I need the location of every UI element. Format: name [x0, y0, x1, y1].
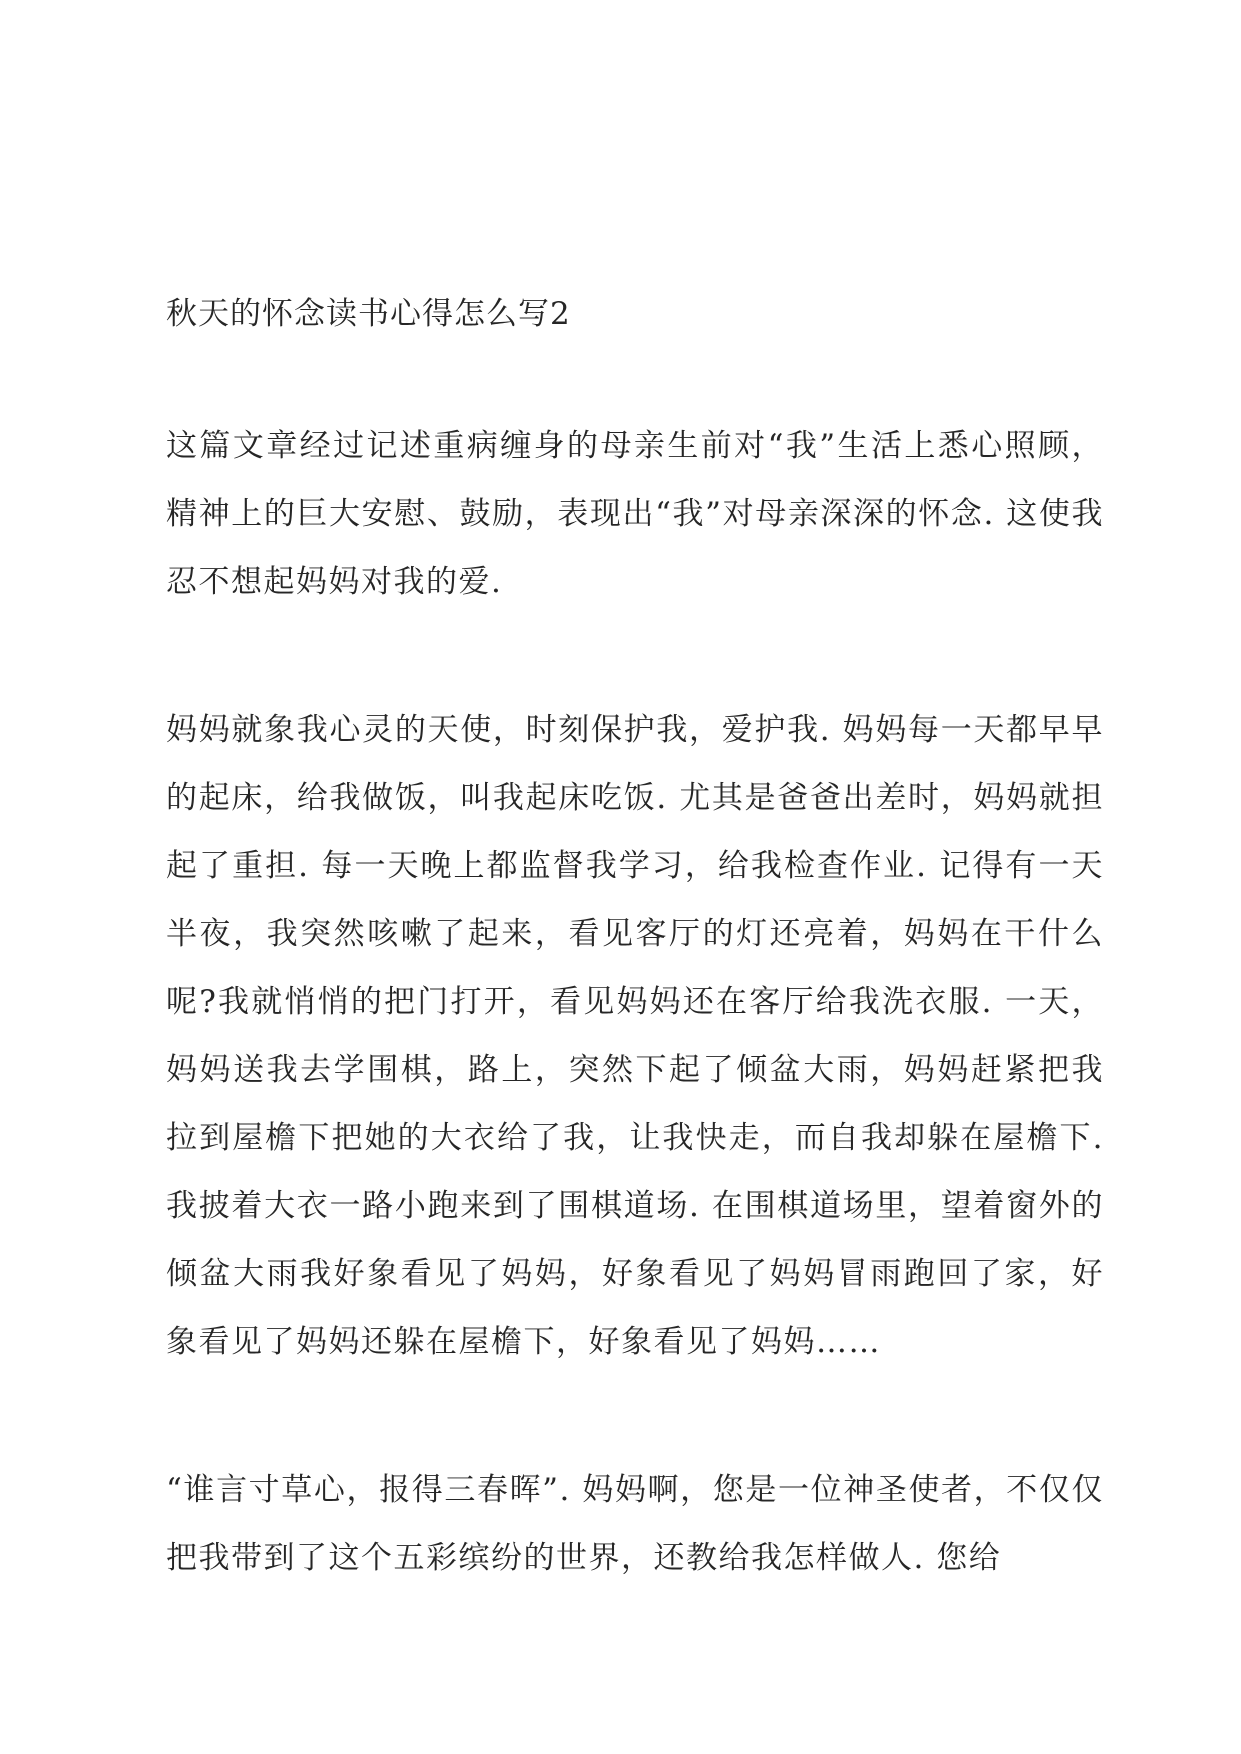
- paragraph-intro: 这篇文章经过记述重病缠身的母亲生前对“我”生活上悉心照顾，精神上的巨大安慰、鼓励，表现出“我”对母亲深深的怀念. 这使我忍不想起妈妈对我的爱.: [166, 428, 1104, 600]
- paragraph-conclusion: “谁言寸草心，报得三春晖”. 妈妈啊，您是一位神圣使者，不仅仅把我带到了这个五彩缤纷的世界，还教给我怎样做人. 您给: [166, 1472, 1104, 1576]
- document-title: 秋天的怀念读书心得怎么写2: [166, 296, 571, 332]
- paragraph-memories: 妈妈就象我心灵的天使，时刻保护我，爱护我. 妈妈每一天都早早的起床，给我做饭，叫我起床吃饭. 尤其是爸爸出差时，妈妈就担起了重担. 每一天晚上都监督我学习，给我检查作业. 记得有一天半夜，我突然咳嗽了起来，看见客厅的灯还亮着，妈妈在干什么呢?我就悄悄的把门打开，看见妈妈还在客厅给我洗衣服. 一天，妈妈送我去学围棋，路上，突然下起了倾盆大雨，妈妈赶紧把我拉到屋檐下把她的大衣给了我，让我快走，而自我却躲在屋檐下. 我披着大衣一路小跑来到了围棋道场. 在围棋道场里，望着窗外的倾盆大雨我好象看见了妈妈，好象看见了妈妈冒雨跑回了家，好象看见了妈妈还躲在屋檐下，好象看见了妈妈……: [166, 712, 1104, 1360]
- document-body: [166, 288, 1104, 1592]
